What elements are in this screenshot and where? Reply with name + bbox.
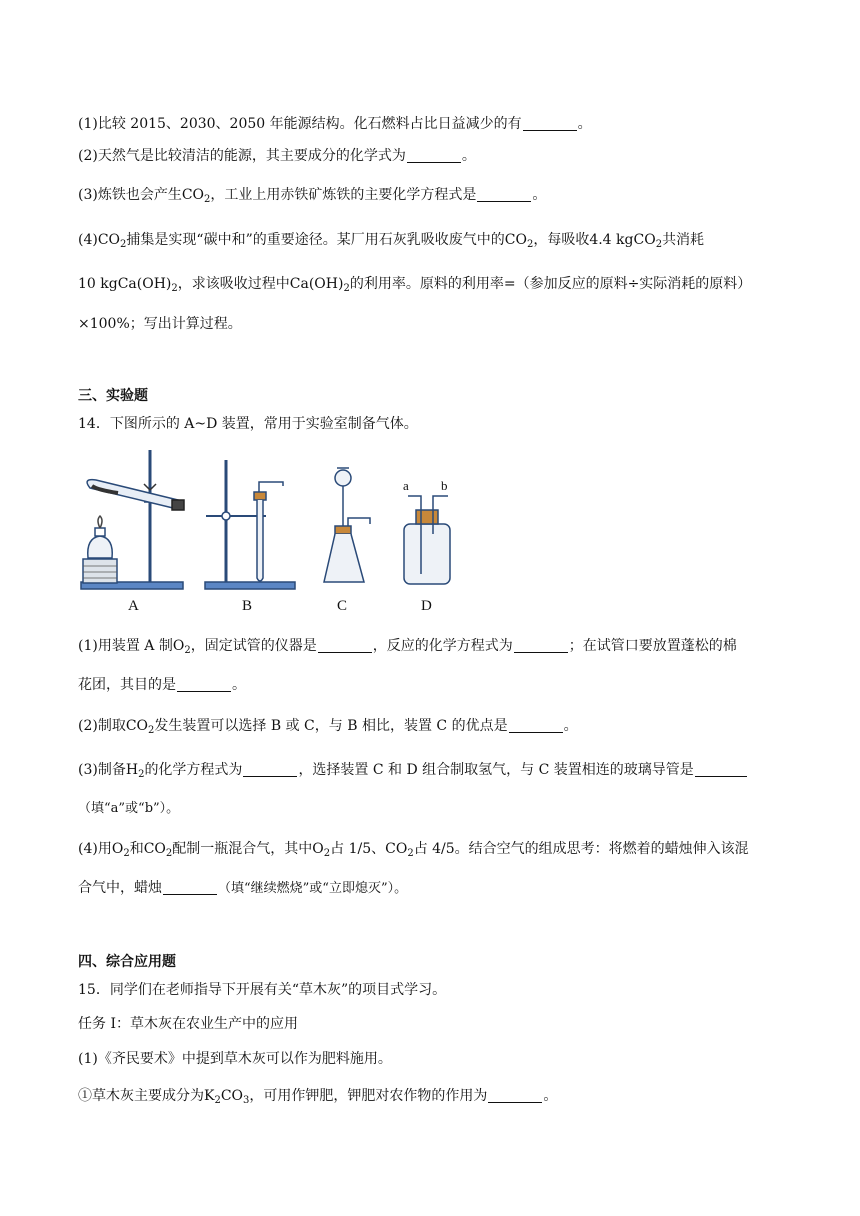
apparatus-figure: [78, 446, 478, 621]
q13-part1: (1)比较 2015、2030、2050 年能源结构。化石燃料占比日益减少的有 。: [78, 116, 592, 132]
q14-part3-line2: （填“a”或“b”）。: [78, 801, 180, 816]
answer-blank[interactable]: [163, 880, 217, 895]
answer-blank[interactable]: [514, 638, 568, 653]
q15-intro: 15．同学们在老师指导下开展有关“草木灰”的项目式学习。: [78, 982, 447, 998]
q14-part2: (2)制取$CO_2$发生装置可以选择 B 或 C，与 B 相比，装置 C 的优点是 。: [78, 718, 578, 736]
answer-blank[interactable]: [477, 187, 531, 202]
q15-task1: 任务 I：草木灰在农业生产中的应用: [78, 1016, 298, 1032]
figure-label-c: C: [337, 598, 348, 614]
q13-part3: (3)炼铁也会产生$CO_2$，工业上用赤铁矿炼铁的主要化学方程式是 。: [78, 187, 547, 205]
apparatus-d: [404, 496, 450, 584]
q13-part2: (2)天然气是比较清洁的能源，其主要成分的化学式为 。: [78, 148, 476, 164]
q14-part4-line1: (4)用$O_2$和$CO_2$配制一瓶混合气，其中$O_2$占 1/5、$CO_2$占 4/5。结合空气的组成思考：将燃着的蜡烛伸入该混: [78, 841, 749, 859]
q14-part3-line1: (3)制备$H_2$的化学方程式为 ，选择装置 C 和 D 组合制取氢气，与 C 装置相连的玻璃导管是: [78, 760, 748, 780]
answer-blank[interactable]: [318, 638, 372, 653]
section-heading: 三、实验题: [78, 388, 148, 404]
q13-part4-line3: ×100%；写出计算过程。: [78, 316, 242, 332]
figure-label-d: D: [421, 598, 432, 614]
apparatus-drawing: [78, 446, 478, 621]
answer-blank[interactable]: [523, 116, 577, 131]
answer-blank[interactable]: [407, 148, 461, 163]
q14-part4-line2: 合气中，蜡烛 （填“继续燃烧”或“立即熄灭”）。: [78, 880, 408, 896]
answer-blank[interactable]: [695, 762, 747, 777]
apparatus-c: [324, 468, 370, 582]
q15-part1-sub1: ①草木灰主要成分为$K_2CO_3$，可用作钾肥，钾肥对农作物的作用为 。: [78, 1088, 558, 1106]
answer-blank[interactable]: [243, 762, 297, 777]
apparatus-b: [205, 460, 295, 589]
section-heading: 四、综合应用题: [78, 954, 176, 970]
apparatus-a: [81, 450, 184, 589]
q15-part1: (1)《齐民要术》中提到草木灰可以作为肥料施用。: [78, 1051, 392, 1067]
q14-part1-line1: (1)用装置 A 制$O_2$，固定试管的仪器是 ，反应的化学方程式为 ；在试管口要放置蓬松的棉: [78, 638, 737, 656]
tube-label-a: a: [403, 478, 409, 493]
q14-part1-line2: 花团，其目的是 。: [78, 677, 246, 693]
answer-blank[interactable]: [177, 677, 231, 692]
q13-part4-line2: 10 $kgCa(OH)_2$，求该吸收过程中$Ca(OH)_2$的利用率。原料的利用率=（参加反应的原料÷实际消耗的原料）: [78, 276, 752, 294]
tube-label-b: b: [441, 478, 448, 493]
q13-part4-line1: $(4)CO_2$捕集是实现“碳中和”的重要途径。某厂用石灰乳吸收废气中的$CO_2$，每吸收4.4 kgCO$_2$共消耗: [78, 232, 705, 250]
answer-blank[interactable]: [509, 718, 563, 733]
figure-label-a: A: [128, 598, 139, 614]
q14-intro: 14．下图所示的 A~D 装置，常用于实验室制备气体。: [78, 416, 418, 432]
figure-label-b: B: [242, 598, 253, 614]
answer-blank[interactable]: [488, 1088, 542, 1103]
